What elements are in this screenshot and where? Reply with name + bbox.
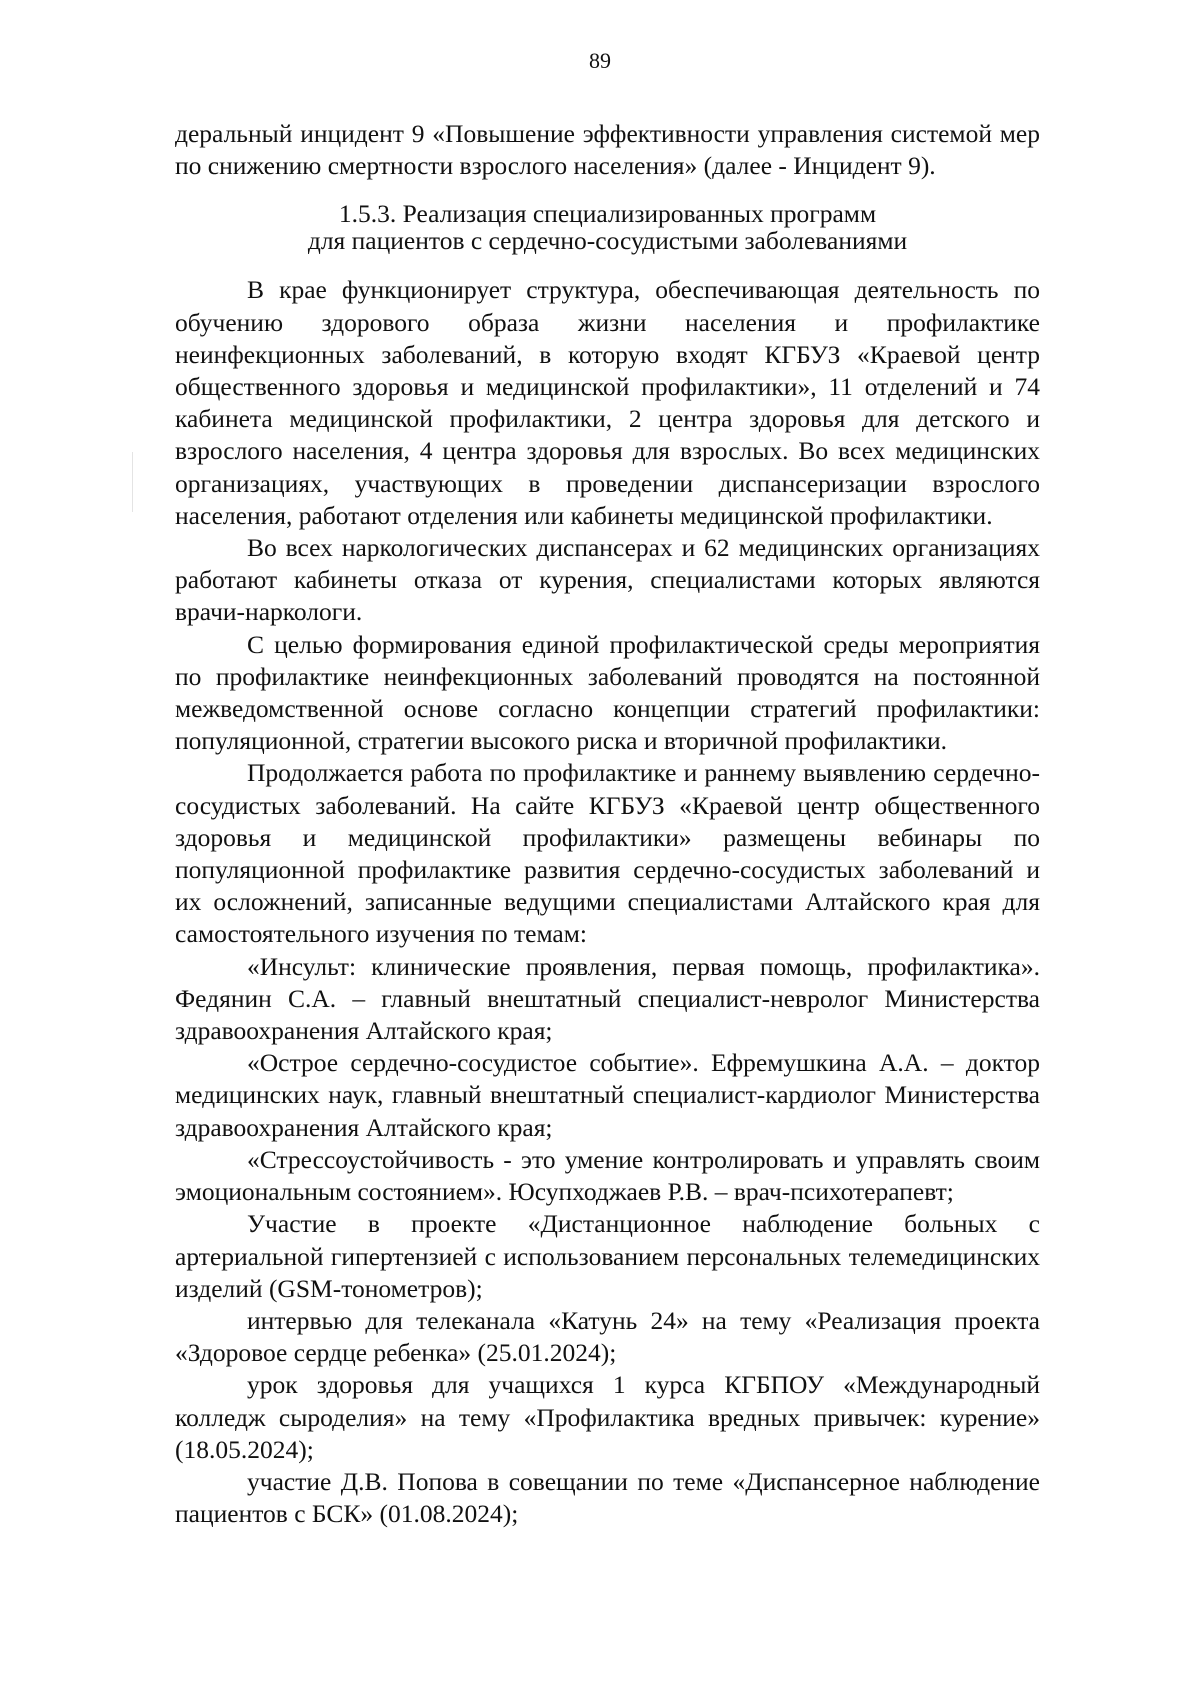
paragraph: Продолжается работа по профилактике и раннему выявлению сердечно-сосудистых заболеваний. На сайте КГБУЗ «Краевой центр общественного здоровья и медицинской профилактики» размещены вебинары по популяционной профилактике развития сердечно-сосудистых заболеваний и их осложнений, записанные ведущими специалистами Алтайского края для самостоятельного изучения по темам: <box>175 758 1040 949</box>
paragraph: «Острое сердечно-сосудистое событие». Ефремушкина А.А. – доктор медицинских наук, главный внештатный специалист-кардиолог Министерства здравоохранения Алтайского края; <box>175 1048 1040 1142</box>
section-heading-line-1: 1.5.3. Реализация специализированных программ <box>338 199 877 229</box>
paragraph: В крае функционирует структура, обеспечивающая деятельность по обучению здорового образа жизни населения и профилактике неинфекционных заболеваний, в которую входят КГБУЗ «Краевой центр общественного здоровья и медицинской профилактики», 11 отделений и 74 кабинета медицинской профилактики, 2 центра здоровья для детского и взрослого населения, 4 центра здоровья для взрослых. Во всех медицинских организациях, участвующих в проведении диспансеризации взрослого населения, работают отделения или кабинеты медицинской профилактики. <box>175 275 1040 530</box>
paragraph: интервью для телеканала «Катунь 24» на тему «Реализация проекта «Здоровое сердце ребенка» (25.01.2024); <box>175 1305 1040 1368</box>
paragraph: «Стрессоустойчивость - это умение контролировать и управлять своим эмоциональным состоянием». Юсупходжаев Р.В. – врач-психотерапевт; <box>175 1144 1040 1207</box>
paragraph: участие Д.В. Попова в совещании по теме «Диспансерное наблюдение пациентов с БСК» (01.08.2024); <box>175 1466 1040 1529</box>
section-heading <box>175 200 1040 254</box>
paragraph: Во всех наркологических диспансерах и 62 медицинских организациях работают кабинеты отказа от курения, специалистами которых являются врачи-наркологи. <box>175 533 1040 627</box>
paragraph: С целью формирования единой профилактической среды мероприятия по профилактике неинфекционных заболеваний проводятся на постоянной межведомственной основе согласно концепции стратегий профилактики: популяционной, стратегии высокого риска и вторичной профилактики. <box>175 629 1040 756</box>
paragraph-continuation: деральный инцидент 9 «Повышение эффективности управления системой мер по снижению смертности взрослого населения» (далее - Инцидент 9). <box>175 119 1040 181</box>
page-number: 89 <box>589 48 611 73</box>
section-heading-line-2: для пациентов с сердечно-сосудистыми заболеваниями <box>307 226 908 256</box>
paragraph: «Инсульт: клинические проявления, первая помощь, профилактика». Федянин С.А. – главный внештатный специалист-невролог Министерства здравоохранения Алтайского края; <box>175 951 1040 1046</box>
scan-margin-mark <box>132 452 133 512</box>
document-body <box>175 118 1040 1530</box>
paragraph: урок здоровья для учащихся 1 курса КГБПОУ «Международный колледж сыроделия» на тему «Профилактика вредных привычек: курение» (18.05.2024); <box>175 1370 1040 1464</box>
paragraph: Участие в проекте «Дистанционное наблюдение больных с артериальной гипертензией с использованием персональных телемедицинских изделий (GSM-тонометров); <box>175 1209 1040 1303</box>
